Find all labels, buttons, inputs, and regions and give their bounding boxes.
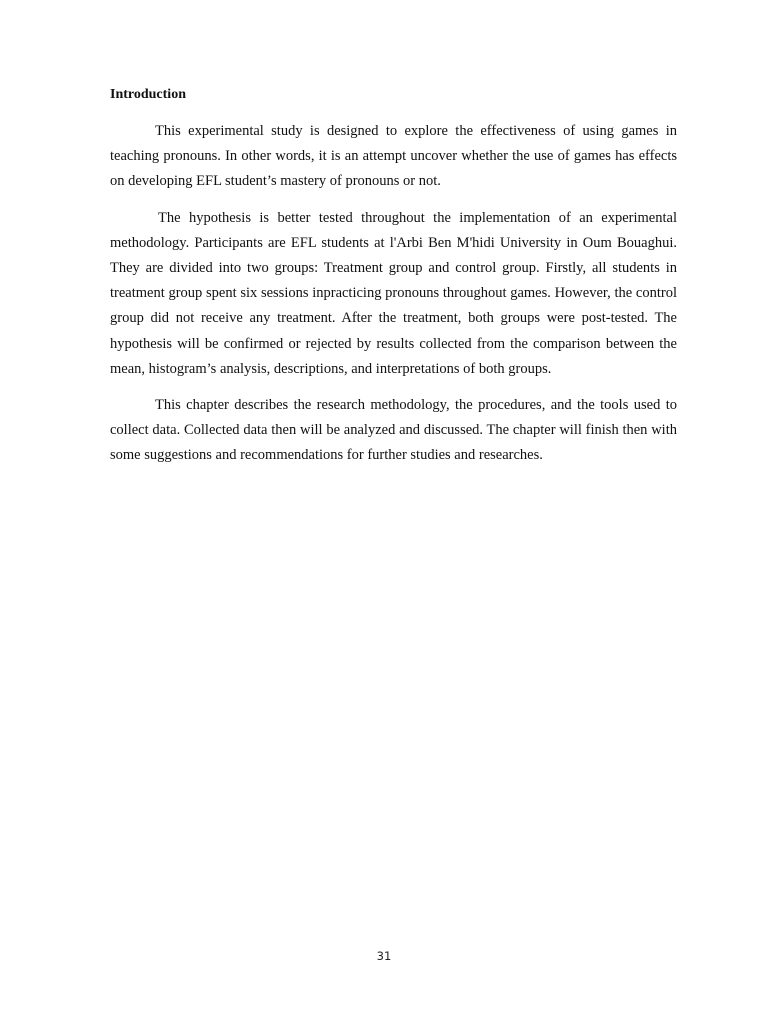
paragraph-chapter-overview: This chapter describes the research methodology, the procedures, and the tools used to collect data. Collected data then will be analyzed and discussed. The chapter will finish then with some suggestions and recommendations for further studies and researches. xyxy=(110,397,677,464)
paragraph-hypothesis: The hypothesis is better tested throughout the implementation of an experimental methodology. Participants are EFL students at l'Arbi Ben M'hidi University in Oum Bouaghui. They are divided into two groups: Treatment group and control group. Firstly, all students in treatment group spent six sessions inpracticing pronouns throughout games. However, the control group did not receive any treatment. After the treatment, both groups were post-tested. The hypothesis will be confirmed or rejected by results collected from the comparison between the mean, histogram’s analysis, descriptions, and interpretations of both groups. xyxy=(110,209,677,377)
section-heading: Introduction xyxy=(110,87,186,102)
page-body xyxy=(110,84,677,480)
page-number: 31 xyxy=(376,949,392,963)
paragraph-study-purpose: This experimental study is designed to explore the effectiveness of using games in teaching pronouns. In other words, it is an attempt uncover whether the use of games has effects on developing EFL student’s mastery of pronouns or not. xyxy=(110,123,677,190)
